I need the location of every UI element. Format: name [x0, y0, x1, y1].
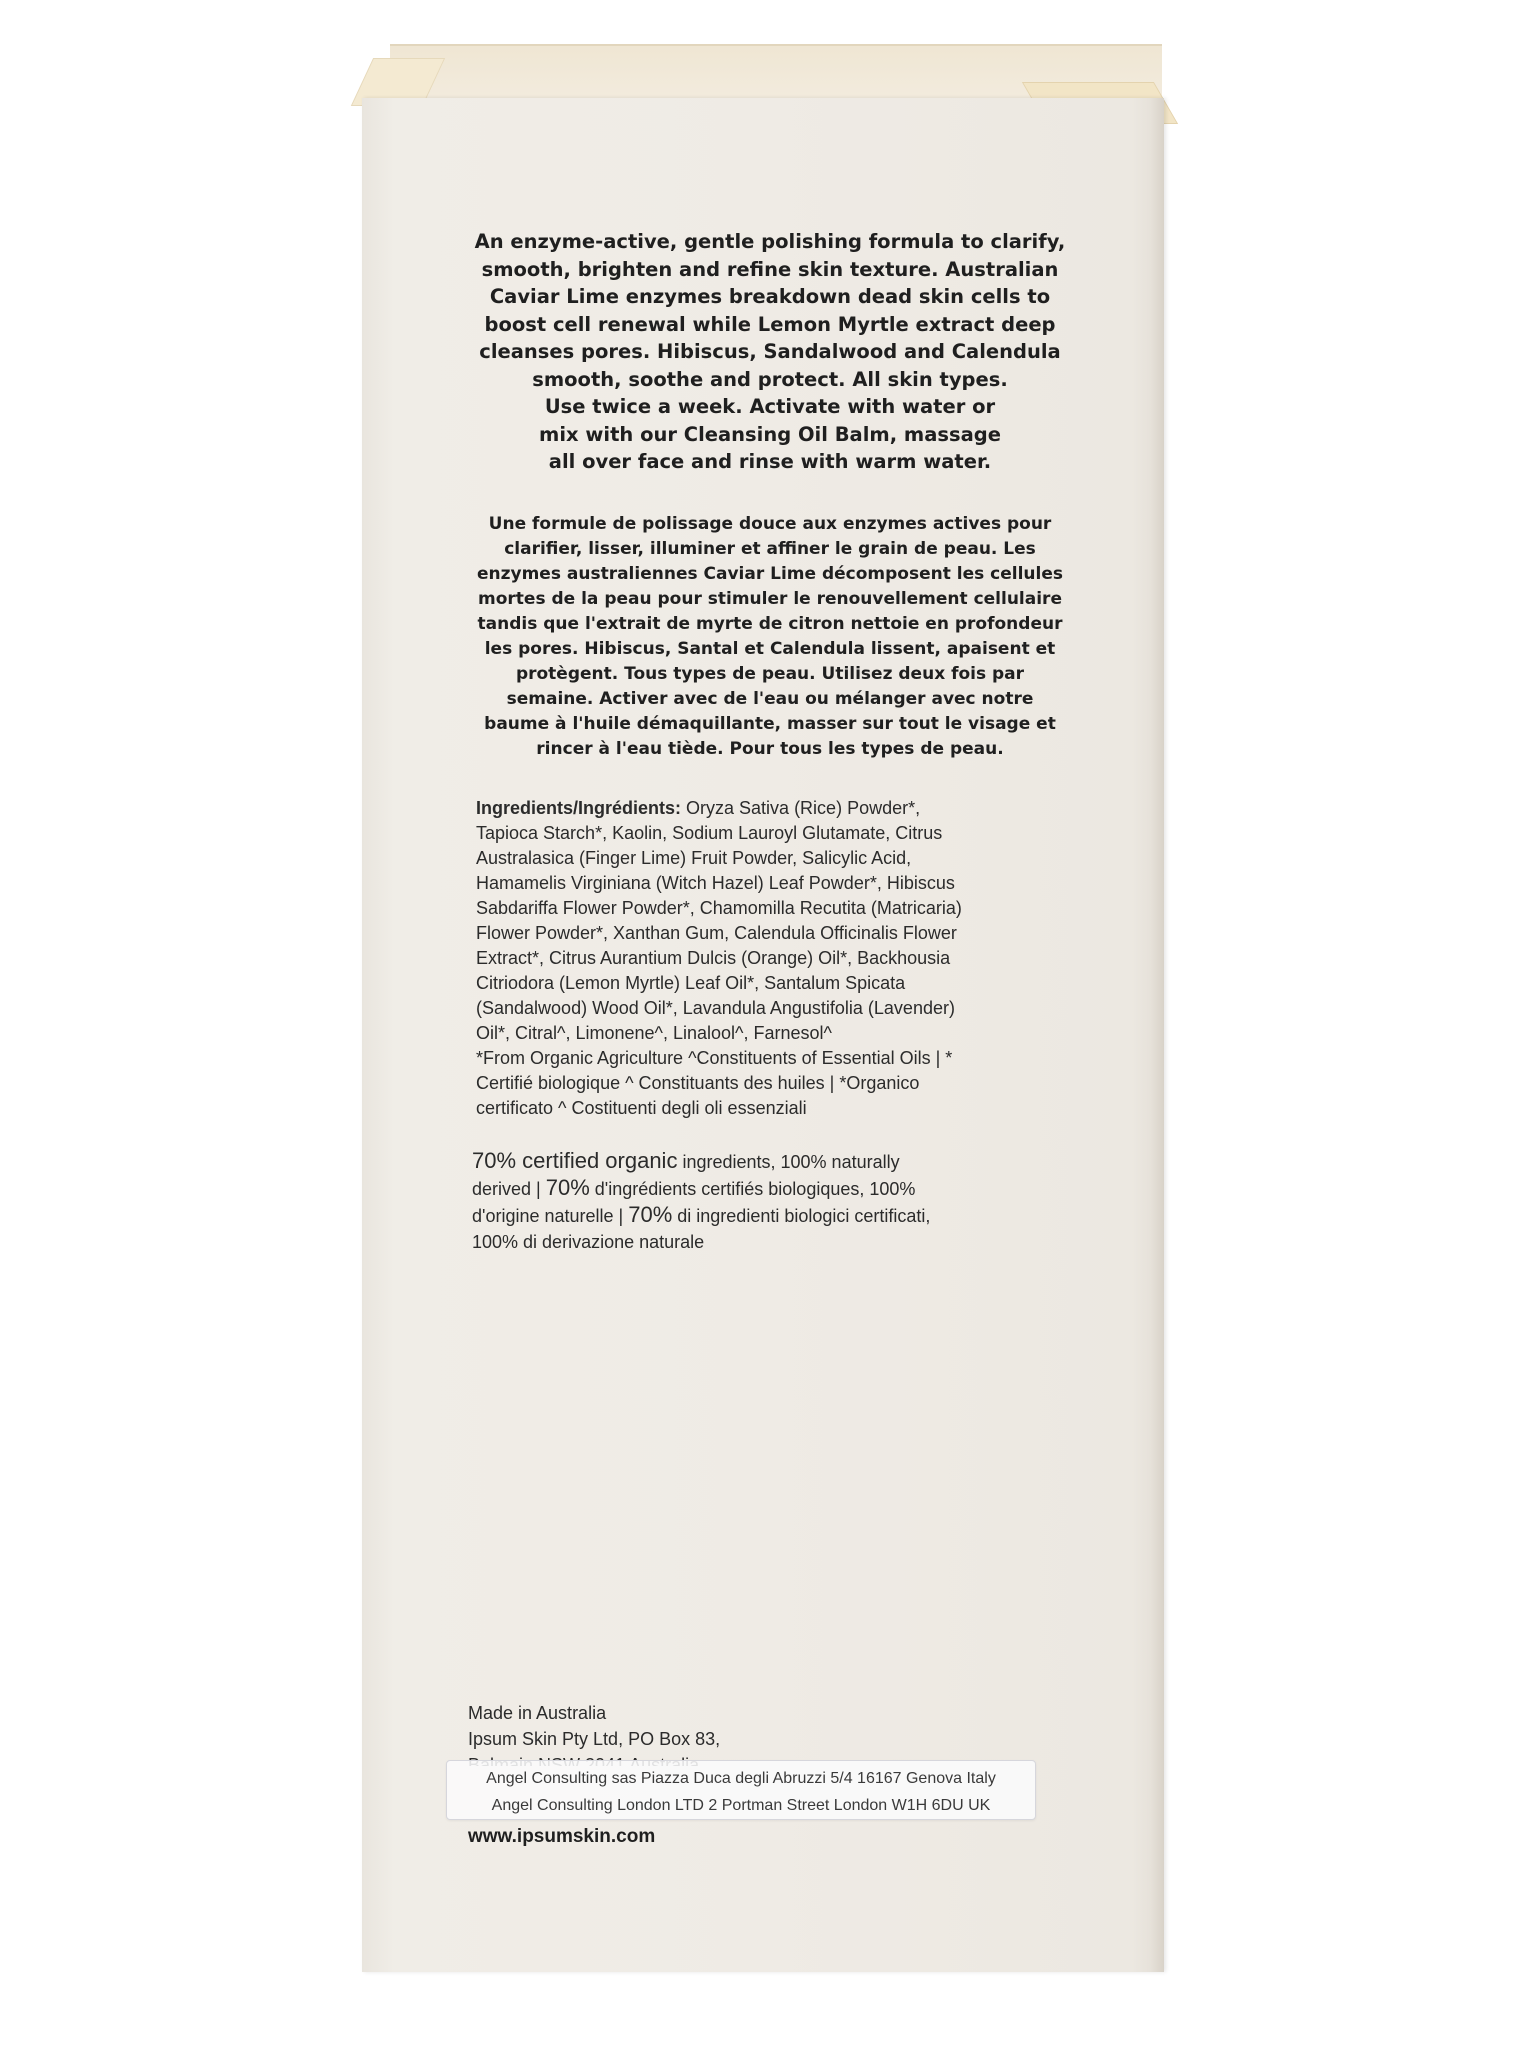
- description-line: tandis que l'extrait de myrte de citron nettoie en profondeur: [477, 614, 1063, 634]
- website-url: www.ipsumskin.com: [468, 1826, 656, 1847]
- manufacturer-info: [468, 1700, 1068, 1766]
- organic-highlight: 70%: [628, 1202, 673, 1227]
- description-line: mortes de la peau pour stimuler le renouvellement cellulaire: [478, 589, 1062, 609]
- description-line: les pores. Hibiscus, Santal et Calendula lissent, apaisent et: [484, 639, 1056, 659]
- description-line: An enzyme-active, gentle polishing formula to clarify,: [474, 230, 1066, 253]
- description-line: baume à l'huile démaquillante, masser sur tout le visage et: [484, 714, 1056, 734]
- description-line: boost cell renewal while Lemon Myrtle extract deep: [484, 312, 1056, 336]
- description-line: semaine. Activer avec de l'eau ou mélanger avec notre: [506, 689, 1034, 709]
- organic-text: d'ingrédients certifiés biologiques, 100%: [589, 1179, 916, 1199]
- description-english: [470, 228, 1070, 476]
- ingredients-line: Citriodora (Lemon Myrtle) Leaf Oil*, Santalum Spicata: [476, 973, 906, 993]
- organic-text: d'origine naturelle |: [472, 1206, 629, 1226]
- ingredients-line: (Sandalwood) Wood Oil*, Lavandula Angustifolia (Lavender): [476, 998, 955, 1018]
- ingredients-line: Tapioca Starch*, Kaolin, Sodium Lauroyl Glutamate, Citrus: [476, 823, 943, 843]
- description-line: rincer à l'eau tiède. Pour tous les types de peau.: [536, 739, 1004, 759]
- sticker-line: Angel Consulting London LTD 2 Portman Street London W1H 6DU UK: [491, 1797, 991, 1814]
- ingredients-line: Extract*, Citrus Aurantium Dulcis (Orange) Oil*, Backhousia: [476, 948, 951, 968]
- organic-line: [472, 1148, 1072, 1175]
- organic-line: [472, 1175, 1072, 1202]
- description-line: Caviar Lime enzymes breakdown dead skin cells to: [489, 285, 1051, 308]
- description-french: [464, 512, 1076, 762]
- description-line: enzymes australiennes Caviar Lime décomposent les cellules: [476, 564, 1064, 584]
- ingredients-line: Flower Powder*, Xanthan Gum, Calendula Officinalis Flower: [476, 923, 957, 943]
- organic-text: derived |: [472, 1179, 546, 1199]
- organic-text: di ingredienti biologici certificati,: [672, 1206, 931, 1226]
- company-address: Ipsum Skin Pty Ltd, PO Box 83,: [468, 1729, 721, 1749]
- made-in: Made in Australia: [468, 1703, 607, 1723]
- ingredients-footnote: certificato ^ Costituenti degli oli essenziali: [476, 1098, 807, 1118]
- organic-claim: [472, 1148, 1072, 1255]
- ingredients-first-line: [476, 796, 1076, 821]
- sticker-line: Angel Consulting sas Piazza Duca degli Abruzzi 5/4 16167 Genova Italy: [486, 1770, 996, 1787]
- box-side-edge: [1150, 98, 1164, 1972]
- ingredients-line: Oil*, Citral^, Limonene^, Linalool^, Farnesol^: [476, 1023, 832, 1043]
- ingredients-footnote: Certifié biologique ^ Constituants des huiles | *Organico: [476, 1073, 920, 1093]
- description-line: smooth, soothe and protect. All skin types.: [532, 367, 1008, 391]
- ingredients-text: Oryza Sativa (Rice) Powder*,: [681, 798, 921, 818]
- organic-text: ingredients, 100% naturally: [677, 1152, 900, 1172]
- ingredients-list: [476, 796, 1076, 1121]
- organic-line: [472, 1202, 1072, 1229]
- organic-highlight: 70%: [545, 1175, 590, 1200]
- description-line: clarifier, lisser, illuminer et affiner le grain de peau. Les: [504, 539, 1036, 559]
- ingredients-footnote: *From Organic Agriculture ^Constituents of Essential Oils | *: [476, 1048, 953, 1068]
- description-line: protègent. Tous types de peau. Utilisez deux fois par: [515, 664, 1025, 684]
- organic-highlight: 70% certified organic: [472, 1148, 678, 1173]
- importer-sticker: [446, 1760, 1036, 1820]
- organic-line: 100% di derivazione naturale: [472, 1232, 705, 1252]
- description-line: Use twice a week. Activate with water or: [544, 395, 996, 418]
- ingredients-line: Australasica (Finger Lime) Fruit Powder, Salicylic Acid,: [476, 848, 912, 868]
- ingredients-line: Sabdariffa Flower Powder*, Chamomilla Recutita (Matricaria): [476, 898, 962, 918]
- description-line: smooth, brighten and refine skin texture. Australian: [481, 257, 1059, 281]
- description-line: all over face and rinse with warm water.: [548, 450, 992, 473]
- ingredients-heading: Ingredients/Ingrédients:: [476, 798, 682, 818]
- description-line: mix with our Cleansing Oil Balm, massage: [539, 422, 1001, 446]
- ingredients-line: Hamamelis Virginiana (Witch Hazel) Leaf Powder*, Hibiscus: [476, 873, 955, 893]
- description-line: Une formule de polissage douce aux enzymes actives pour: [488, 514, 1052, 534]
- description-line: cleanses pores. Hibiscus, Sandalwood and Calendula: [479, 340, 1061, 363]
